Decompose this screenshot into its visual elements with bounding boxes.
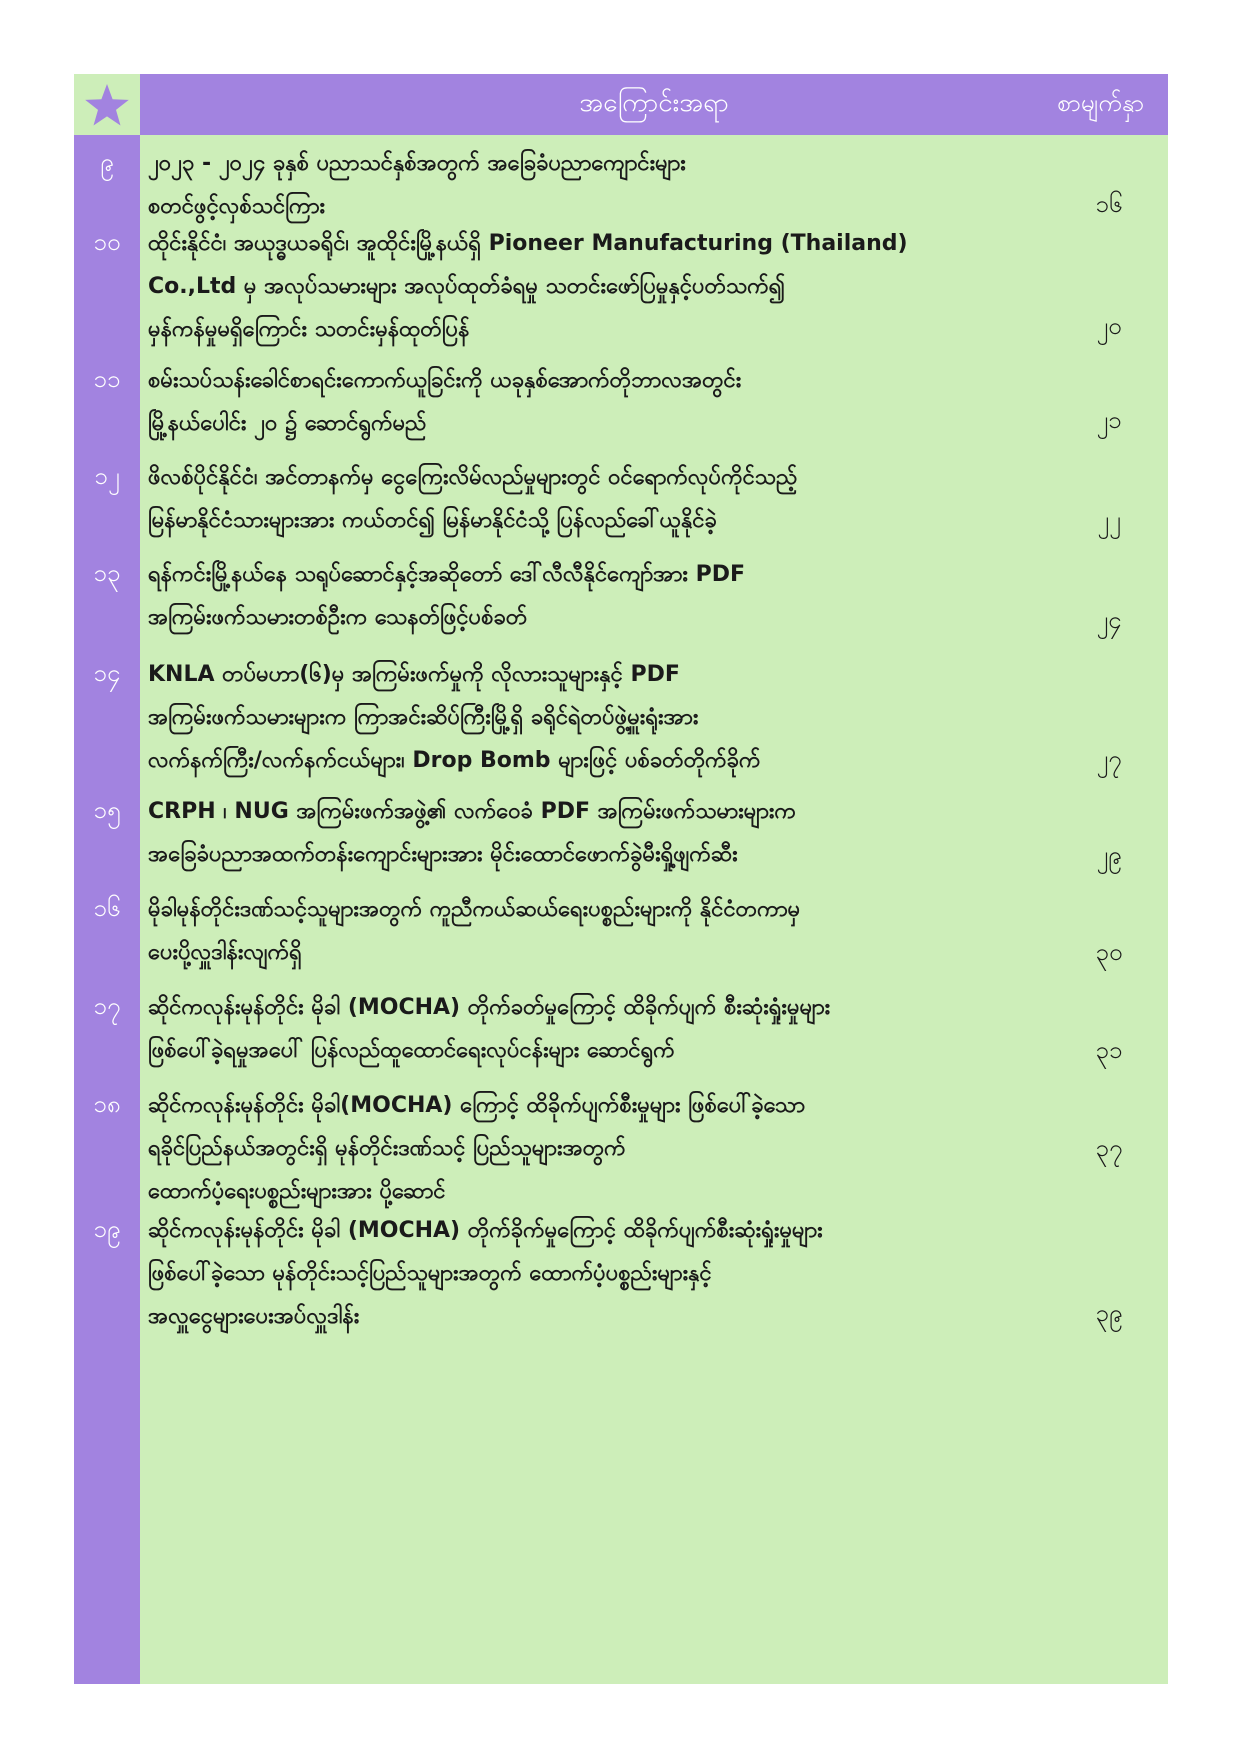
header-bar xyxy=(140,74,1168,135)
entry-line: စမ်းသပ်သန်းခေါင်စာရင်းကောက်ယူခြင်းကို ယခုနှစ်အောက်တိုဘာလအတွင်း xyxy=(148,368,742,393)
entry-page: ၃၉ xyxy=(1095,1299,1123,1327)
table-of-contents xyxy=(74,74,1168,1684)
entry-number: ၁၀ xyxy=(93,228,121,256)
entry-line: အလှူငွေများပေးအပ်လှူဒါန်း xyxy=(148,1304,360,1329)
entry-page: ၂၄ xyxy=(1096,606,1122,634)
entry-title xyxy=(148,1209,1028,1338)
entry-line: မြို့နယ်ပေါင်း ၂၀ ၌ ဆောင်ရွက်မည် xyxy=(148,411,427,436)
entry-line: စတင်ဖွင့်လှစ်သင်ကြား xyxy=(148,194,326,219)
entry-number: ၁၈ xyxy=(93,1090,121,1118)
entry-line: ရခိုင်ပြည်နယ်အတွင်းရှိ မုန်တိုင်းဒဏ်သင့် ပြည်သူများအတွက် xyxy=(148,1136,626,1161)
entry-line: ပေးပို့လှူဒါန်းလျက်ရှိ xyxy=(148,940,302,965)
entry-page: ၂၁ xyxy=(1096,406,1122,434)
entry-line: မိုခါမုန်တိုင်းဒဏ်သင့်သူများအတွက် ကူညီကယ်ဆယ်ရေးပစ္စည်းများကို နိုင်ငံတကာမှ xyxy=(148,897,801,922)
entry-page: ၃၁ xyxy=(1095,1036,1123,1064)
entry-line: Co.,Ltd မှ အလုပ်သမားများ အလုပ်ထုတ်ခံရမှု သတင်းဖော်ပြမှုနှင့်ပတ်သက်၍ xyxy=(148,274,786,299)
entry-line: ဖြစ်ပေါ်ခဲ့သော မုန်တိုင်းသင့်ပြည်သူများအတွက် ထောက်ပံ့ပစ္စည်းများနှင့် xyxy=(148,1261,712,1286)
star-cell xyxy=(74,74,140,135)
entry-number: ၁၁ xyxy=(93,365,121,393)
entry-line: ဖိလစ်ပိုင်နိုင်ငံ၊ အင်တာနက်မှ ငွေကြေးလိမ်လည်မှုများတွင် ဝင်ရောက်လုပ်ကိုင်သည့် xyxy=(148,465,798,490)
entry-line: မှန်ကန်မှုမရှိကြောင်း သတင်းမှန်ထုတ်ပြန် xyxy=(148,317,470,342)
entry-line: ဆိုင်ကလုန်းမုန်တိုင်း မိုခါ (MOCHA) တိုက်ခတ်မှုကြောင့် ထိခိုက်ပျက် စီးဆုံးရှုံးမှုများ xyxy=(148,995,831,1020)
entry-line: KNLA တပ်မဟာ(၆)မှ အကြမ်းဖက်မှုကို လိုလားသူများနှင့် PDF xyxy=(148,662,680,687)
entry-number: ၁၄ xyxy=(93,659,121,687)
entry-number: ၁၉ xyxy=(93,1215,121,1243)
entry-number: ၁၇ xyxy=(93,992,121,1020)
entry-page: ၁၆ xyxy=(1095,190,1123,218)
entry-line: ဖြစ်ပေါ်ခဲ့ရမှုအပေါ် ပြန်လည်ထူထောင်ရေးလုပ်ငန်းများ ဆောင်ရွက် xyxy=(148,1038,675,1063)
page-column-header: စာမျက်နှာ xyxy=(1057,88,1144,117)
entry-title xyxy=(148,456,1028,542)
entry-title xyxy=(148,553,1028,639)
entry-line: အကြမ်းဖက်သမားများက ကြာအင်းဆိပ်ကြီးမြို့ရှိ ခရိုင်ရဲတပ်ဖွဲ့မှူးရုံးအား xyxy=(148,705,699,730)
entry-number: ၉ xyxy=(100,148,114,176)
entry-page: ၂၉ xyxy=(1096,841,1122,869)
entry-line: ဆိုင်ကလုန်းမုန်တိုင်း မိုခါ(MOCHA) ကြောင့် ထိခိုက်ပျက်စီးမှုများ ဖြစ်ပေါ်ခဲ့သော xyxy=(148,1093,806,1118)
toc-title: အကြောင်းအရာ xyxy=(579,88,729,118)
entry-page: ၂၂ xyxy=(1097,506,1121,534)
entry-number: ၁၂ xyxy=(94,462,120,490)
entry-title xyxy=(148,653,1028,782)
entry-title xyxy=(148,1084,1028,1213)
entry-title xyxy=(148,888,1028,974)
entry-line: ထိုင်းနိုင်ငံ၊ အယုဒ္ဓယခရိုင်၊ အူထိုင်းမြို့နယ်ရှိ Pioneer Manufacturing (Thailand) xyxy=(148,231,908,256)
entry-title xyxy=(148,142,1028,228)
entry-line: ၂၀၂၃ - ၂၀၂၄ ခုနှစ် ပညာသင်နှစ်အတွက် အခြေခံပညာကျောင်းများ xyxy=(148,151,686,176)
entry-page: ၃၇ xyxy=(1095,1134,1123,1162)
entry-title xyxy=(148,222,1028,351)
entry-page: ၃၀ xyxy=(1095,938,1123,966)
entry-title xyxy=(148,790,1028,876)
entry-line: အကြမ်းဖက်သမားတစ်ဦးက သေနတ်ဖြင့်ပစ်ခတ် xyxy=(148,605,528,630)
toc-header xyxy=(74,74,1168,135)
entry-number: ၁၃ xyxy=(93,559,121,587)
entry-page: ၂၇ xyxy=(1096,745,1122,773)
entry-line: ရန်ကင်းမြို့နယ်နေ သရုပ်ဆောင်နှင့်အဆိုတော် ဒေါ်လီလီနိုင်ကျော်အား PDF xyxy=(148,562,746,587)
entry-title xyxy=(148,359,1028,445)
entry-line: ထောက်ပံ့ရေးပစ္စည်းများအား ပို့ဆောင် xyxy=(148,1179,446,1204)
entry-number: ၁၆ xyxy=(93,894,121,922)
entry-line: ဆိုင်ကလုန်းမုန်တိုင်း မိုခါ (MOCHA) တိုက်ခိုက်မှုကြောင့် ထိခိုက်ပျက်စီးဆုံးရှုံးမှုများ xyxy=(148,1218,823,1243)
entry-line: မြန်မာနိုင်ငံသားများအား ကယ်တင်၍ မြန်မာနိုင်ငံသို့ ပြန်လည်ခေါ်ယူနိုင်ခဲ့ xyxy=(148,508,717,533)
star-icon xyxy=(84,82,130,128)
entry-line: အခြေခံပညာအထက်တန်းကျောင်းများအား မိုင်းထောင်ဖောက်ခွဲမီးရှို့ဖျက်ဆီး xyxy=(148,842,738,867)
entry-line: လက်နက်ကြီး/လက်နက်ငယ်များ၊ Drop Bomb များဖြင့် ပစ်ခတ်တိုက်ခိုက် xyxy=(148,748,761,773)
entry-title xyxy=(148,986,1028,1072)
entry-page: ၂၀ xyxy=(1096,312,1122,340)
entry-number: ၁၅ xyxy=(93,796,121,824)
entry-line: CRPH ၊ NUG အကြမ်းဖက်အဖွဲ့၏ လက်ဝေခံ PDF အကြမ်းဖက်သမားများက xyxy=(148,799,797,824)
